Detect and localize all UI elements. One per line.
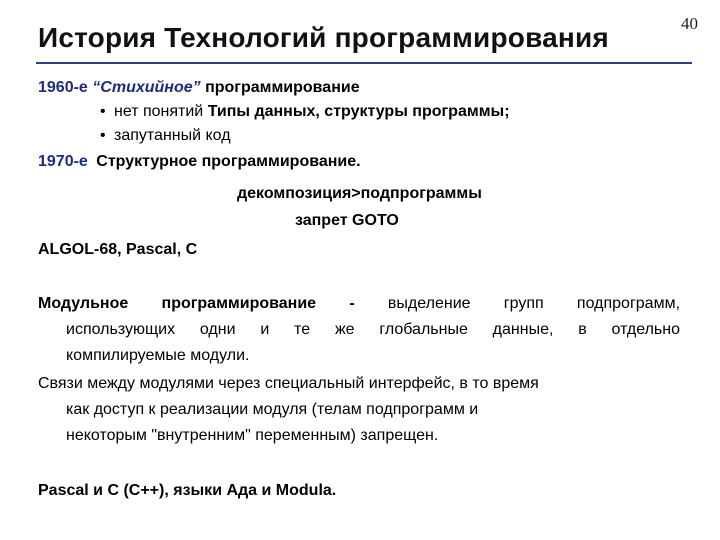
interface-line-3: некоторым "внутренним" переменным) запрещен.: [66, 427, 439, 444]
bullet-1-bold: Типы данных, структуры программы;: [207, 103, 510, 120]
era-1960-bullet-2: [100, 125, 231, 147]
interface-paragraph: [38, 371, 680, 449]
modular-line-1: [38, 291, 680, 317]
modular-line-2: использующих одни и те же глобальные данные, в отдельно: [66, 321, 680, 338]
era-1960-label: 1960-е: [38, 79, 88, 96]
page-title: История Технологий программирования: [38, 22, 609, 53]
modular-line-3: компилируемые модули.: [66, 347, 250, 364]
bullet-1-plain: нет понятий: [114, 103, 208, 120]
languages-modular: Pascal и C (C++), языки Ада и Modula.: [38, 482, 337, 499]
interface-line-1: Связи между модулями через специальный интерфейс, в то время: [38, 375, 539, 392]
bullet-icon: •: [100, 103, 106, 120]
title-divider: [36, 62, 692, 64]
era-1970-line: [38, 151, 361, 173]
era-1960-line: [38, 77, 360, 99]
modular-dash: -: [316, 295, 388, 312]
era-1970-decomposition: декомпозиция>подпрограммы: [237, 185, 482, 202]
bullet-icon: •: [100, 127, 106, 144]
interface-line-2: как доступ к реализации модуля (телам подпрограмм и: [66, 401, 479, 418]
era-1960-bullet-1: [100, 101, 510, 123]
bullet-2-plain: запутанный код: [114, 127, 231, 144]
era-1960-rest: программирование: [200, 79, 360, 96]
page-number: 40: [681, 14, 698, 33]
modular-first-rest: выделение групп подпрограмм,: [387, 295, 681, 312]
era-1970-text: Структурное программирование.: [96, 153, 361, 170]
languages-structured: ALGOL-68, Pascal, C: [38, 241, 198, 258]
era-1970-goto: запрет GOTO: [295, 212, 399, 229]
era-1970-label: 1970-е: [38, 153, 88, 170]
modular-term: Модульное программирование: [38, 295, 317, 312]
modular-paragraph: [38, 291, 680, 369]
era-1960-term: “Стихийное”: [92, 79, 201, 96]
